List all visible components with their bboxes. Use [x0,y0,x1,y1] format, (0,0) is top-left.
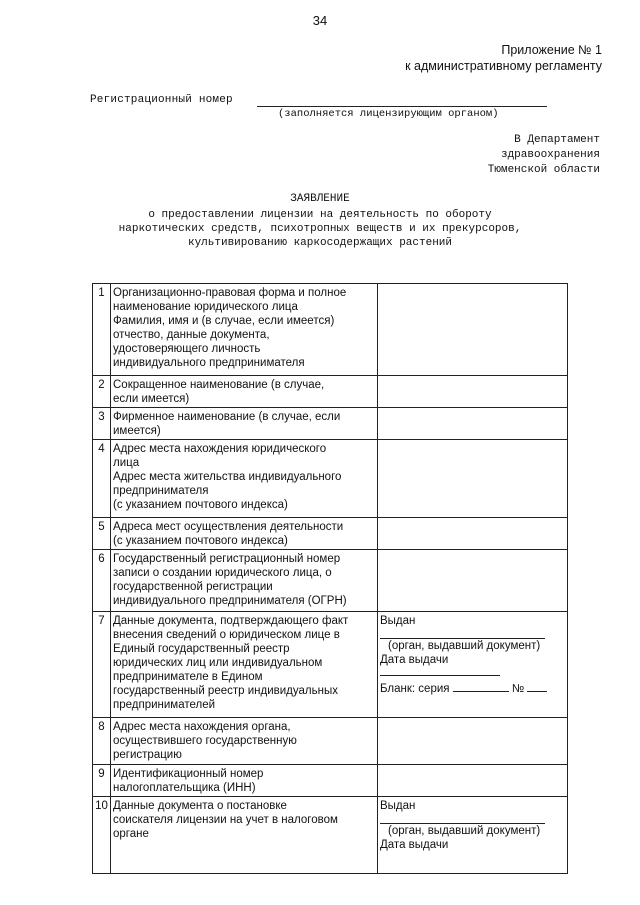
issue-date-field[interactable] [380,667,500,676]
issued-field[interactable] [380,813,545,824]
registration-number-field[interactable] [257,106,547,107]
label-line: наименование юридического лица [113,301,298,313]
issued-label: Выдан [380,800,416,812]
label-line: Государственный регистрационный номер [113,553,341,565]
table-row [93,284,568,376]
label-line: лица [113,457,140,469]
application-form-table [92,283,568,874]
tax-document-details-cell[interactable] [378,797,568,874]
table-row [93,518,568,550]
label-line: Фирменное наименование (в случае, если [113,411,341,423]
blank-number-field[interactable] [527,680,547,692]
subtitle-line-2: наркотических средств, психотропных веществ и их прекурсоров, [118,223,522,235]
label-line: Идентификационный номер [113,768,264,780]
label-line: соискателя лицензии на учет в налоговом [113,814,338,826]
issue-date-label: Дата выдачи [380,654,449,666]
row-number: 3 [93,408,111,440]
row-number: 1 [93,284,111,376]
row-number: 2 [93,376,111,408]
table-row [93,376,568,408]
label-line: (с указанием почтового индекса) [113,535,288,547]
row-number: 5 [93,518,111,550]
label-line: индивидуального предпринимателя [113,357,305,369]
label-line: Адреса мест осуществления деятельности [113,521,344,533]
label-line: предпринимателей [113,699,216,711]
row-number: 7 [93,612,111,718]
addressee-line-2: здравоохранения [500,149,600,161]
label-line: налогоплательщика (ИНН) [113,782,256,794]
table-row [93,612,568,718]
issued-field[interactable] [380,628,545,639]
row-label [111,376,378,408]
label-line: Организационно-правовая форма и полное [113,287,347,299]
label-line: Адрес места нахождения органа, [113,721,291,733]
table-row [93,718,568,765]
row-label [111,518,378,550]
table-row [93,765,568,797]
registration-number-label: Регистрационный номер [90,94,233,106]
label-line: органе [113,828,149,840]
issued-label: Выдан [380,615,416,627]
row-value-cell[interactable] [378,765,568,797]
label-line: предпринимателя [113,485,209,497]
row-number: 9 [93,765,111,797]
addressee-line-1: В Департамент [514,134,600,146]
label-line: Данные документа, подтверждающего факт [113,615,349,627]
page-number: 34 [312,13,328,28]
registration-number-note: (заполняется лицензирующим органом) [278,108,499,120]
row-label [111,550,378,612]
row-label [111,765,378,797]
blank-series-line [380,680,565,696]
label-line: государственный реестр индивидуальных [113,685,338,697]
row-label [111,718,378,765]
document-title: ЗАЯВЛЕНИЕ [290,193,350,205]
issue-date-label: Дата выдачи [380,839,449,851]
label-line: имеется) [113,425,161,437]
addressee-line-3: Тюменской области [487,164,600,176]
row-number: 10 [93,797,111,874]
row-value-cell[interactable] [378,440,568,518]
label-line: удостоверяющего личность [113,343,261,355]
row-value-cell[interactable] [378,408,568,440]
addressee [488,133,600,178]
appendix-line-1: Приложение № 1 [501,43,602,57]
subtitle-line-3: культивированию каркосодержащих растений [187,237,453,249]
label-line: записи о создании юридического лица, о [113,567,332,579]
document-details-cell[interactable] [378,612,568,718]
blank-series-field[interactable] [453,680,509,692]
label-line: регистрацию [113,749,182,761]
label-line: Фамилия, имя и (в случае, если имеется) [113,315,335,327]
table-row [93,550,568,612]
row-label [111,612,378,718]
row-value-cell[interactable] [378,518,568,550]
label-line: осуществившего государственную [113,735,297,747]
label-line: отчество, данные документа, [113,329,270,341]
label-line: юридических лиц или индивидуальном [113,657,323,669]
label-line: Данные документа о постановке [113,800,287,812]
row-number: 4 [93,440,111,518]
blank-series-label: Бланк: серия [380,683,450,695]
table-row [93,797,568,874]
label-line: предпринимателе в Едином [113,671,263,683]
table-row [93,440,568,518]
label-line: если имеется) [113,393,190,405]
row-label [111,284,378,376]
row-value-cell[interactable] [378,284,568,376]
row-value-cell[interactable] [378,376,568,408]
row-value-cell[interactable] [378,718,568,765]
table-row [93,408,568,440]
issuer-note: (орган, выдавший документ) [388,640,541,652]
row-value-cell[interactable] [378,550,568,612]
issuer-note: (орган, выдавший документ) [388,825,541,837]
appendix-line-2: к административному регламенту [405,59,602,73]
subtitle-line-1: о предоставлении лицензии на деятельность по обороту [148,209,492,221]
label-line: индивидуального предпринимателя (ОГРН) [113,595,347,607]
row-number: 6 [93,550,111,612]
label-line: внесения сведений о юридическом лице в [113,629,340,641]
row-label [111,440,378,518]
number-sign: № [511,683,525,695]
label-line: Адрес места нахождения юридического [113,443,327,455]
row-label [111,408,378,440]
label-line: государственной регистрации [113,581,273,593]
document-subtitle [100,208,540,250]
label-line: Единый государственный реестр [113,643,290,655]
row-number: 8 [93,718,111,765]
appendix-header [405,42,602,74]
label-line: (с указанием почтового индекса) [113,499,288,511]
label-line: Адрес места жительства индивидуального [113,471,342,483]
row-label [111,797,378,874]
label-line: Сокращенное наименование (в случае, [113,379,325,391]
